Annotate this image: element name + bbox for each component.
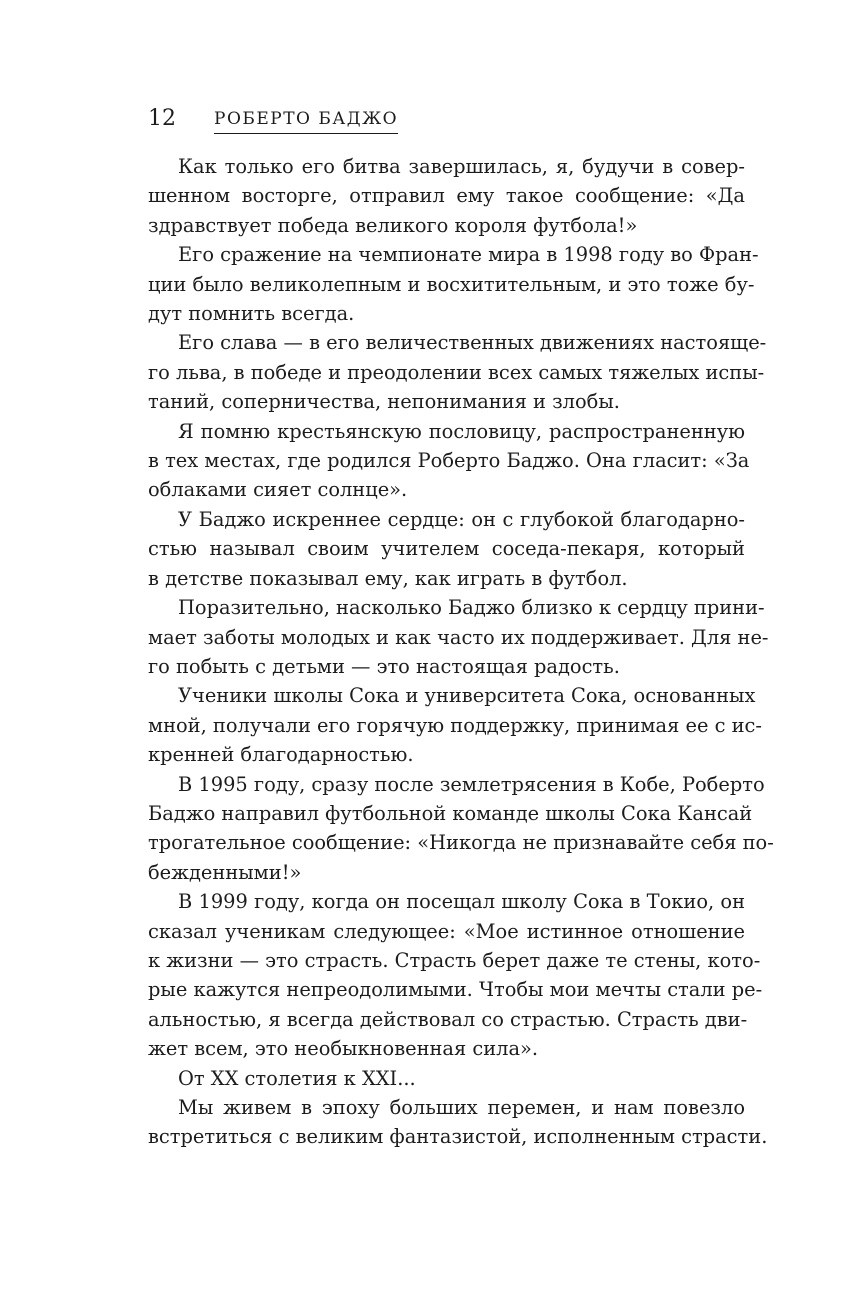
paragraph [148, 417, 750, 505]
page-number: 12 [148, 106, 176, 131]
text-line: Баджо направил футбольной команде школы Сока Кансай [148, 801, 753, 825]
text-line: Его слава — в его величественных движениях настояще- [178, 331, 767, 355]
paragraph [148, 152, 745, 240]
paragraph [148, 1064, 745, 1093]
paragraph [148, 681, 762, 769]
text-line: ции было великолепным и восхитительным, и это тоже бу- [148, 272, 755, 296]
text-line: здравствует победа великого короля футбола!» [148, 213, 638, 237]
text-line: рые кажутся непреодолимыми. Чтобы мои мечты стали ре- [148, 978, 763, 1002]
text-line: таний, соперничества, непонимания и злобы. [148, 390, 620, 414]
running-title: РОБЕРТО БАДЖО [214, 107, 398, 134]
text-line: го побыть с детьми — это настоящая радость. [148, 654, 620, 678]
paragraph [148, 887, 763, 1063]
paragraph [148, 593, 769, 681]
text-line: мной, получали его горячую поддержку, принимая ее с ис- [148, 713, 762, 737]
text-line: встретиться с великим фантазистой, исполненным страсти. [148, 1125, 768, 1149]
text-line: Я помню крестьянскую пословицу, распространенную [178, 419, 745, 443]
text-line: Как только его битва завершилась, я, будучи в совер- [178, 155, 745, 178]
text-line: Мы живем в эпоху больших перемен, и нам повезло [178, 1096, 745, 1119]
text-line: трогательное сообщение: «Никогда не признавайте себя по- [148, 831, 774, 855]
text-line: Ученики школы Сока и университета Сока, основанных [178, 684, 756, 708]
paragraph [148, 1093, 768, 1152]
text-line: Его сражение на чемпионате мира в 1998 году во Фран- [178, 243, 759, 267]
running-head [148, 104, 748, 144]
text-line: шенном восторге, отправил ему такое сообщение: «Да [148, 184, 745, 208]
text-line: В 1999 году, когда он посещал школу Сока в Токио, он [178, 890, 745, 914]
text-line: кренней благодарностью. [148, 743, 414, 767]
paragraph [148, 240, 759, 328]
text-line: сказал ученикам следующее: «Мое истинное отношение [148, 919, 745, 943]
paragraph [148, 770, 774, 888]
text-line: Поразительно, насколько Баджо близко к сердцу прини- [178, 596, 765, 620]
text-line: бежденными!» [148, 860, 302, 884]
text-line: От XX столетия к XXI... [178, 1066, 416, 1090]
text-line: облаками сияет солнце». [148, 478, 408, 502]
text-line: го льва, в победе и преодолении всех самых тяжелых испы- [148, 360, 765, 384]
text-line: мает заботы молодых и как часто их поддерживает. Для не- [148, 625, 769, 649]
text-line: жет всем, это необыкновенная сила». [148, 1037, 539, 1061]
text-line: в детстве показывал ему, как играть в футбол. [148, 566, 628, 590]
paragraph [148, 328, 767, 416]
paragraph [148, 505, 745, 593]
text-line: дут помнить всегда. [148, 302, 355, 326]
text-line: стью называл своим учителем соседа-пекаря, который [148, 537, 745, 561]
text-line: к жизни — это страсть. Страсть берет даже те стены, кото- [148, 948, 761, 972]
text-line: альностью, я всегда действовал со страстью. Страсть дви- [148, 1007, 748, 1031]
text-line: У Баджо искреннее сердце: он с глубокой благодарно- [178, 507, 745, 531]
body-text [148, 152, 774, 1152]
text-line: В 1995 году, сразу после землетрясения в Кобе, Роберто [178, 772, 765, 796]
text-line: в тех местах, где родился Роберто Баджо. Она гласит: «За [148, 449, 750, 473]
